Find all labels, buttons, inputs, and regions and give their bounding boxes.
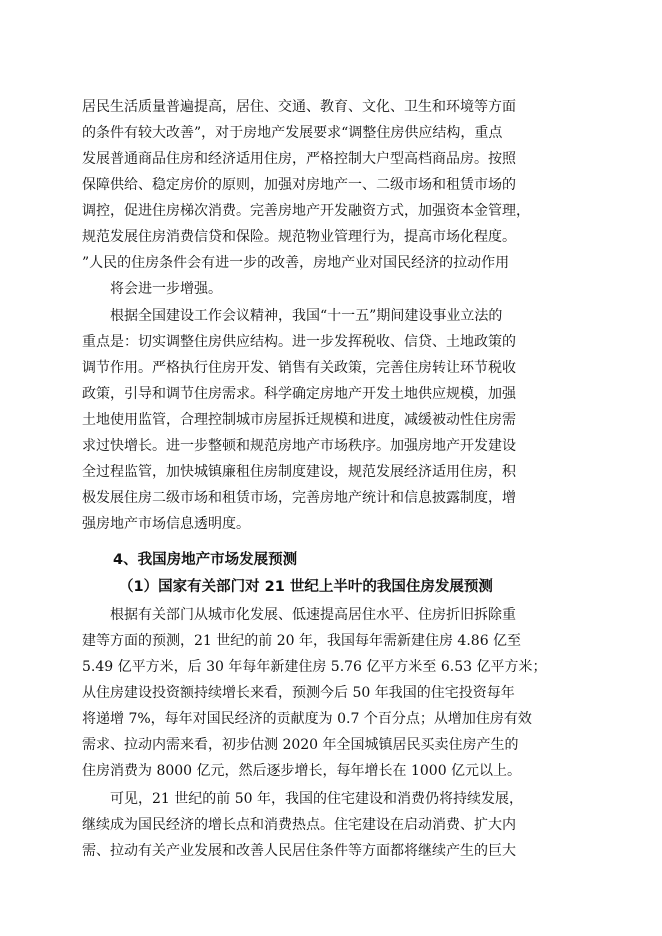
subsection-heading-housing-forecast: （1）国家有关部门对 21 世纪上半叶的我国住房发展预测: [119, 579, 493, 595]
text-line: 强房地产市场信息透明度。: [82, 516, 250, 532]
paragraph-housing-policy: [82, 94, 582, 302]
text-line: 5.49 亿平方米，后 30 年每年新建住房 5.76 亿平方米至 6.53 亿平方米；: [82, 659, 547, 675]
text-line: 调节作用。严格执行住房开发、销售有关政策，完善住房转让环节税收: [82, 360, 516, 376]
text-line: 将递增 7%，每年对国民经济的贡献度为 0.7 个百分点；从增加住房有效: [82, 711, 532, 727]
text-line: 保障供给、稳定房价的原则，加强对房地产一、二级市场和租赁市场的: [82, 177, 516, 193]
text-line: 的条件有较大改善”，对于房地产发展要求“调整住房供应结构，重点: [82, 125, 503, 141]
text-line: 政策，引导和调节住房需求。科学确定房地产开发土地供应规模，加强: [82, 386, 516, 402]
section-heading-market-forecast: 4、我国房地产市场发展预测: [113, 552, 298, 568]
text-line: 求过快增长。进一步整顿和规范房地产市场秩序。加强房地产开发建设: [82, 438, 516, 454]
text-line: 重点是：切实调整住房供应结构。进一步发挥税收、信贷、土地政策的: [82, 334, 516, 350]
text-line: 根据全国建设工作会议精神，我国“十一五”期间建设事业立法的: [110, 308, 503, 324]
text-line: 需求、拉动内需来看，初步估测 2020 年全国城镇居民买卖住房产生的: [82, 737, 519, 753]
text-line: 从住房建设投资额持续增长来看，预测今后 50 年我国的住宅投资每年: [82, 685, 515, 701]
text-line: 调控，促进住房梯次消费。完善房地产开发融资方式，加强资本金管理，: [82, 203, 530, 219]
text-line: 住房消费为 8000 亿元，然后逐步增长，每年增长在 1000 亿元以上。: [82, 763, 522, 779]
text-line: 需、拉动有关产业发展和改善人民居住条件等方面都将继续产生的巨大: [82, 843, 516, 859]
text-line: 土地使用监管，合理控制城市房屋拆迁规模和进度，减缓被动性住房需: [82, 412, 516, 428]
text-line: 居民生活质量普遍提高，居住、交通、教育、文化、卫生和环境等方面: [82, 99, 516, 115]
text-line: ”人民的住房条件会有进一步的改善，房地产业对国民经济的拉动作用: [82, 255, 510, 271]
text-line: 极发展住房二级市场和租赁市场，完善房地产统计和信息披露制度，增: [82, 490, 516, 506]
text-line: 继续成为国民经济的增长点和消费热点。住宅建设在启动消费、扩大内: [82, 817, 516, 833]
text-line: 建等方面的预测，21 世纪的前 20 年，我国每年需新建住房 4.86 亿至: [82, 633, 522, 649]
text-line: 可见，21 世纪的前 50 年，我国的住宅建设和消费仍将持续发展，: [110, 791, 523, 807]
text-line: 将会进一步增强。: [110, 281, 222, 297]
paragraph-legislation-focus: [82, 303, 582, 537]
paragraph-forecast-figures: [82, 602, 582, 784]
paragraph-conclusion: [82, 786, 582, 864]
text-line: 发展普通商品住房和经济适用住房，严格控制大户型高档商品房。按照: [82, 151, 516, 167]
text-line: 根据有关部门从城市化发展、低速提高居住水平、住房折旧拆除重: [110, 607, 516, 623]
text-line: 规范发展住房消费信贷和保险。规范物业管理行为，提高市场化程度。: [82, 229, 516, 245]
text-line: 全过程监管，加快城镇廉租住房制度建设，规范发展经济适用住房，积: [82, 464, 516, 480]
